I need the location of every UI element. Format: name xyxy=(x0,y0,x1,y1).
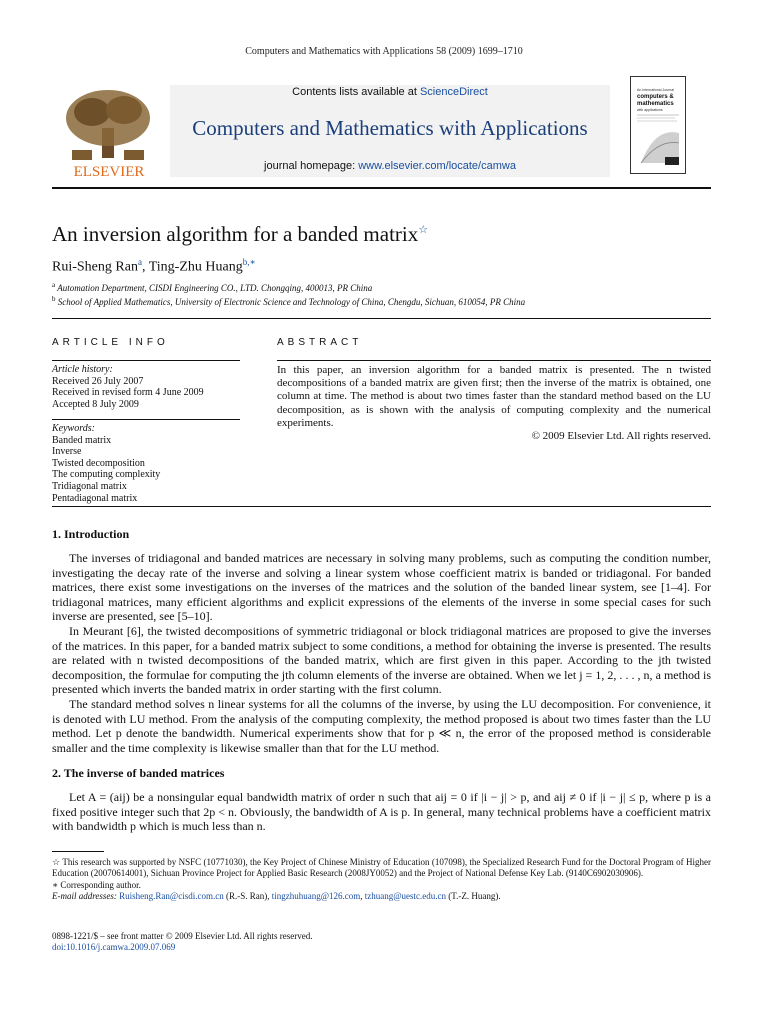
abstract-bottom-rule xyxy=(52,506,711,507)
corresponding-footnote: ∗ Corresponding author. xyxy=(52,879,141,890)
author-huang: Ting-Zhu Huang xyxy=(148,259,243,275)
funding-footnote: ☆ This research was supported by NSFC (10771030), the Key Project of Chinese Ministry of Education (107098), the Specialized Research Fund for the Doctoral Program of Higher Education (20070614001), Sichuan Province Project for Applied Basic Research (2008JY0052) and the Project of National Defense Key Lab. (9140C6902030906). xyxy=(52,857,711,879)
journal-citation: Computers and Mathematics with Applications 58 (2009) 1699–1710 xyxy=(245,46,523,57)
copyright: © 2009 Elsevier Ltd. All rights reserved. xyxy=(531,430,711,442)
bottom-info xyxy=(52,931,711,954)
doi-link[interactable]: doi:10.1016/j.camwa.2009.07.069 xyxy=(52,942,176,953)
homepage-line xyxy=(170,160,610,172)
author-ran: Rui-Sheng Ran xyxy=(52,259,138,275)
section-2-heading: 2. The inverse of banded matrices xyxy=(52,766,225,780)
section-2-body xyxy=(52,790,711,834)
abstract-heading: ABSTRACT xyxy=(277,337,363,348)
email-footnote: E-mail addresses: Ruisheng.Ran@cisdi.com.cn (R.-S. Ran), tingzhuhuang@126.com, tzhuang@uestc.edu.cn (T.-Z. Huang). xyxy=(52,891,501,902)
svg-text:ELSEVIER: ELSEVIER xyxy=(73,164,145,180)
journal-title: Computers and Mathematics with Applications xyxy=(192,116,588,140)
author-huang-affil[interactable]: b,∗ xyxy=(242,257,256,267)
author-ran-affil[interactable]: a xyxy=(137,257,142,267)
contents-prefix: Contents lists available at xyxy=(292,86,420,98)
email-ran-link[interactable]: Ruisheng.Ran@cisdi.com.cn xyxy=(119,891,224,902)
keywords-rule xyxy=(52,419,240,420)
email-huang-126-link[interactable]: tingzhuhuang@126.com xyxy=(271,891,361,902)
section-1-body xyxy=(52,551,711,755)
journal-cover xyxy=(630,76,686,174)
keywords-list: Keywords: Banded matrix Inverse Twisted decomposition The computing complexity Tridiagonal matrix Pentadiagonal matrix xyxy=(52,423,161,504)
affil-rule xyxy=(52,318,711,319)
author-list: Rui-Sheng Ran$^a$, Ting-Zhu Huang$^{b,∗}$ xyxy=(52,257,256,275)
svg-text:computers &: computers & xyxy=(637,94,674,100)
footnotes xyxy=(52,857,711,903)
svg-text:with applications: with applications xyxy=(637,108,663,112)
footnote-rule xyxy=(52,851,104,852)
email-huang-uestc-link[interactable]: tzhuang@uestc.edu.cn xyxy=(364,891,446,902)
abstract-rule xyxy=(277,360,711,361)
title-footnote-link[interactable]: ☆ xyxy=(418,224,429,236)
homepage-prefix: journal homepage: xyxy=(264,160,359,172)
elsevier-logo xyxy=(52,88,166,180)
abstract-text: In this paper, an inversion algorithm for a banded matrix is presented. The n twisted decompositions of a banded matrix are given first; then the inverse of the matrix is obtained, one column at time. The method is about two times faster than the standard method based on the LU decomposition, as is shown with the analysis of computing complexity and the numerical experiments. xyxy=(277,364,711,429)
article-title xyxy=(52,222,428,247)
header-rule xyxy=(52,187,711,189)
article-info-heading: ARTICLE INFO xyxy=(52,337,169,348)
keywords-label: Keywords: xyxy=(52,423,95,434)
intro-paragraph-1: The inverses of tridiagonal and banded matrices are necessary in solving many problems, such as computing the condition number, investigating the decay rate of the inverse and solving a linear system whose coefficient matrix is banded or tridiagonal. For banded matrices, there exist some investigations on the inverses of the matrices and the solution of the banded linear system, see [1–4]. For tridiagonal matrices, many efficient algorithms and explicit expressions of the elements of the inverse in some special cases for such inverse are presented, see [5–10]. xyxy=(52,551,711,624)
article-history: Article history: Received 26 July 2007 Received in revised form 4 June 2009 Accepted 8 July 2009 xyxy=(52,364,204,410)
section-1-heading: 1. Introduction xyxy=(52,527,130,541)
affiliation-b: $^b$ School of Applied Mathematics, University of Electronic Science and Technology of China, Chengdu, Sichuan, 610054, PR China xyxy=(52,295,526,307)
issn-line: 0898-1221/$ – see front matter © 2009 Elsevier Ltd. All rights reserved. xyxy=(52,931,313,941)
article-info-rule xyxy=(52,360,240,361)
svg-text:mathematics: mathematics xyxy=(637,101,674,107)
homepage-link[interactable]: www.elsevier.com/locate/camwa xyxy=(358,160,516,172)
article-title-text: An inversion algorithm for a banded matrix xyxy=(52,222,419,246)
history-label: Article history: xyxy=(52,364,113,375)
contents-line xyxy=(170,86,610,98)
intro-paragraph-2: In Meurant [6], the twisted decompositions of symmetric tridiagonal or block tridiagonal matrices are proposed to give the inverses of the matrices. In this paper, for a banded matrix subject to some conditions, a method for obtaining the inverse is presented. The results are related with n twisted decompositions of the banded matrix, which are first given in this paper. According to the jth twisted decomposition, the formulae for computing the jth column elements of the inverse are obtained. When we let j = 1, 2, . . . , n, a method is presented which inverts the banded matrix in order starting with the first column. xyxy=(52,623,711,697)
section-2-paragraph-1: Let A = (aij) be a nonsingular equal bandwidth matrix of order n such that aij = 0 if |i − j| > p, and aij ≠ 0 if |i − j| ≤ p, where p is a fixed positive integer such that 2p < n. Obviously, the bandwidth of A is p. In general, many technical problems have a coefficient matrix with bandwidth p which is much less than n. xyxy=(52,790,711,834)
svg-text:An International Journal: An International Journal xyxy=(637,88,674,92)
affiliation-a: $^a$ Automation Department, CISDI Engineering CO., LTD. Chongqing, 400013, PR China xyxy=(52,281,373,293)
sciencedirect-link[interactable]: ScienceDirect xyxy=(419,86,488,98)
intro-paragraph-3: The standard method solves n linear systems for all the columns of the inverse, by using the LU decomposition. For convenience, it is denoted with LU method. From the analysis of the computing complexity, the method proposed is about two times faster than the LU method. Let p denote the bandwidth. Numerical experiments show that for p ≪ n, the error of the proposed method is considerable smaller and the time complexity is likewise smaller than that for the LU method. xyxy=(52,696,711,755)
